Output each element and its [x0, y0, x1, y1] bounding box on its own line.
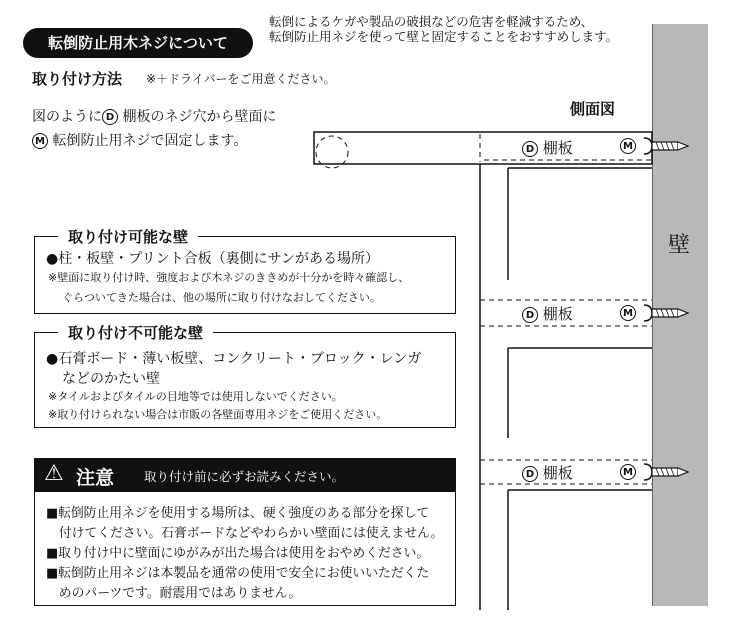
- mark-m-icon: M: [620, 464, 636, 480]
- instruction-text: 転倒防止用ネジで固定します。: [52, 133, 248, 149]
- intro-line-1: 転倒によるケガや製品の破損などの危害を軽減するため、: [269, 14, 594, 29]
- caution-title: 注意: [76, 467, 115, 489]
- wall-label: 壁: [668, 233, 691, 258]
- impossible-walls-item-2: などのかたい壁: [62, 371, 160, 387]
- shelf-text: 棚板: [542, 464, 573, 482]
- mark-d-icon: D: [102, 109, 118, 125]
- impossible-walls-note-1: ※タイルおよびタイルの目地等では使用しないでください。: [48, 390, 343, 403]
- side-view-title: 側面図: [570, 100, 616, 118]
- mark-m-icon: M: [32, 133, 48, 149]
- top-shelf: [314, 132, 652, 164]
- shelf-label-3: [522, 462, 573, 483]
- caution-line-4: ■転倒防止用ネジは本製品を通常の使用で安全にお使いいただくた: [46, 566, 430, 581]
- caution-line-1: ■転倒防止用ネジを使用する場所は、硬く強度のある部分を探して: [46, 506, 430, 521]
- shelf-text: 棚板: [542, 139, 573, 157]
- shelf-text: 棚板: [542, 305, 573, 323]
- screw-icon: [644, 305, 688, 321]
- instruction-line-2: [32, 130, 247, 150]
- shelf-label-2: [522, 303, 573, 324]
- impossible-walls-title: 取り付け不可能な壁: [58, 322, 213, 343]
- mark-m-icon: M: [620, 138, 636, 154]
- screw-icon: [644, 138, 688, 154]
- mark-d-icon: D: [522, 466, 538, 482]
- screw-icon: [644, 464, 688, 480]
- caution-subtitle: 取り付け前に必ずお読みください。: [144, 469, 345, 484]
- possible-walls-note-1: ※壁面に取り付け時、強度および木ネジのききめが十分かを時々確認し、: [48, 271, 410, 284]
- caution-line-5: めのパーツです。耐震用ではありません。: [46, 586, 302, 601]
- possible-walls-title: 取り付け可能な壁: [58, 226, 198, 247]
- caution-line-3: ■取り付け中に壁面にゆがみが出た場合は使用をおやめください。: [46, 546, 430, 561]
- method-note: ※＋ドライバーをご用意ください。: [146, 72, 336, 86]
- possible-walls-note-2: ぐらついてきた場合は、他の場所に取り付けなおしてください。: [62, 291, 381, 304]
- instruction-line-1: [32, 106, 276, 126]
- intro-text: [269, 14, 618, 44]
- instruction-text: 棚板のネジ穴から壁面に: [122, 109, 277, 125]
- instruction-text: 図のように: [32, 109, 102, 125]
- caution-line-2: 付けてください。石膏ボードなどやわらかい壁面には使えません。: [46, 526, 444, 541]
- mark-d-icon: D: [522, 307, 538, 323]
- impossible-walls-item-1: ●石膏ボード・薄い板壁、コンクリート・ブロック・レンガ: [46, 351, 422, 367]
- screw-icons: [644, 138, 691, 480]
- screw-hole-icon: [316, 136, 348, 168]
- mark-m-icon: M: [620, 305, 636, 321]
- warning-icon: ⚠: [44, 461, 64, 486]
- method-heading: 取り付け方法: [32, 70, 123, 88]
- side-view-diagram: [300, 120, 700, 610]
- intro-line-2: 転倒防止用ネジを使って壁と固定することをおすすめします。: [269, 29, 619, 44]
- impossible-walls-note-2: ※取り付けられない場合は市販の各壁面専用ネジをご使用ください。: [48, 408, 388, 421]
- possible-walls-item: ●柱・板壁・プリント合板（裏側にサンがある場所）: [46, 251, 379, 267]
- page-title: 転倒防止用木ネジについて: [23, 28, 253, 58]
- shelf-label-1: [522, 137, 573, 158]
- mark-d-icon: D: [522, 141, 538, 157]
